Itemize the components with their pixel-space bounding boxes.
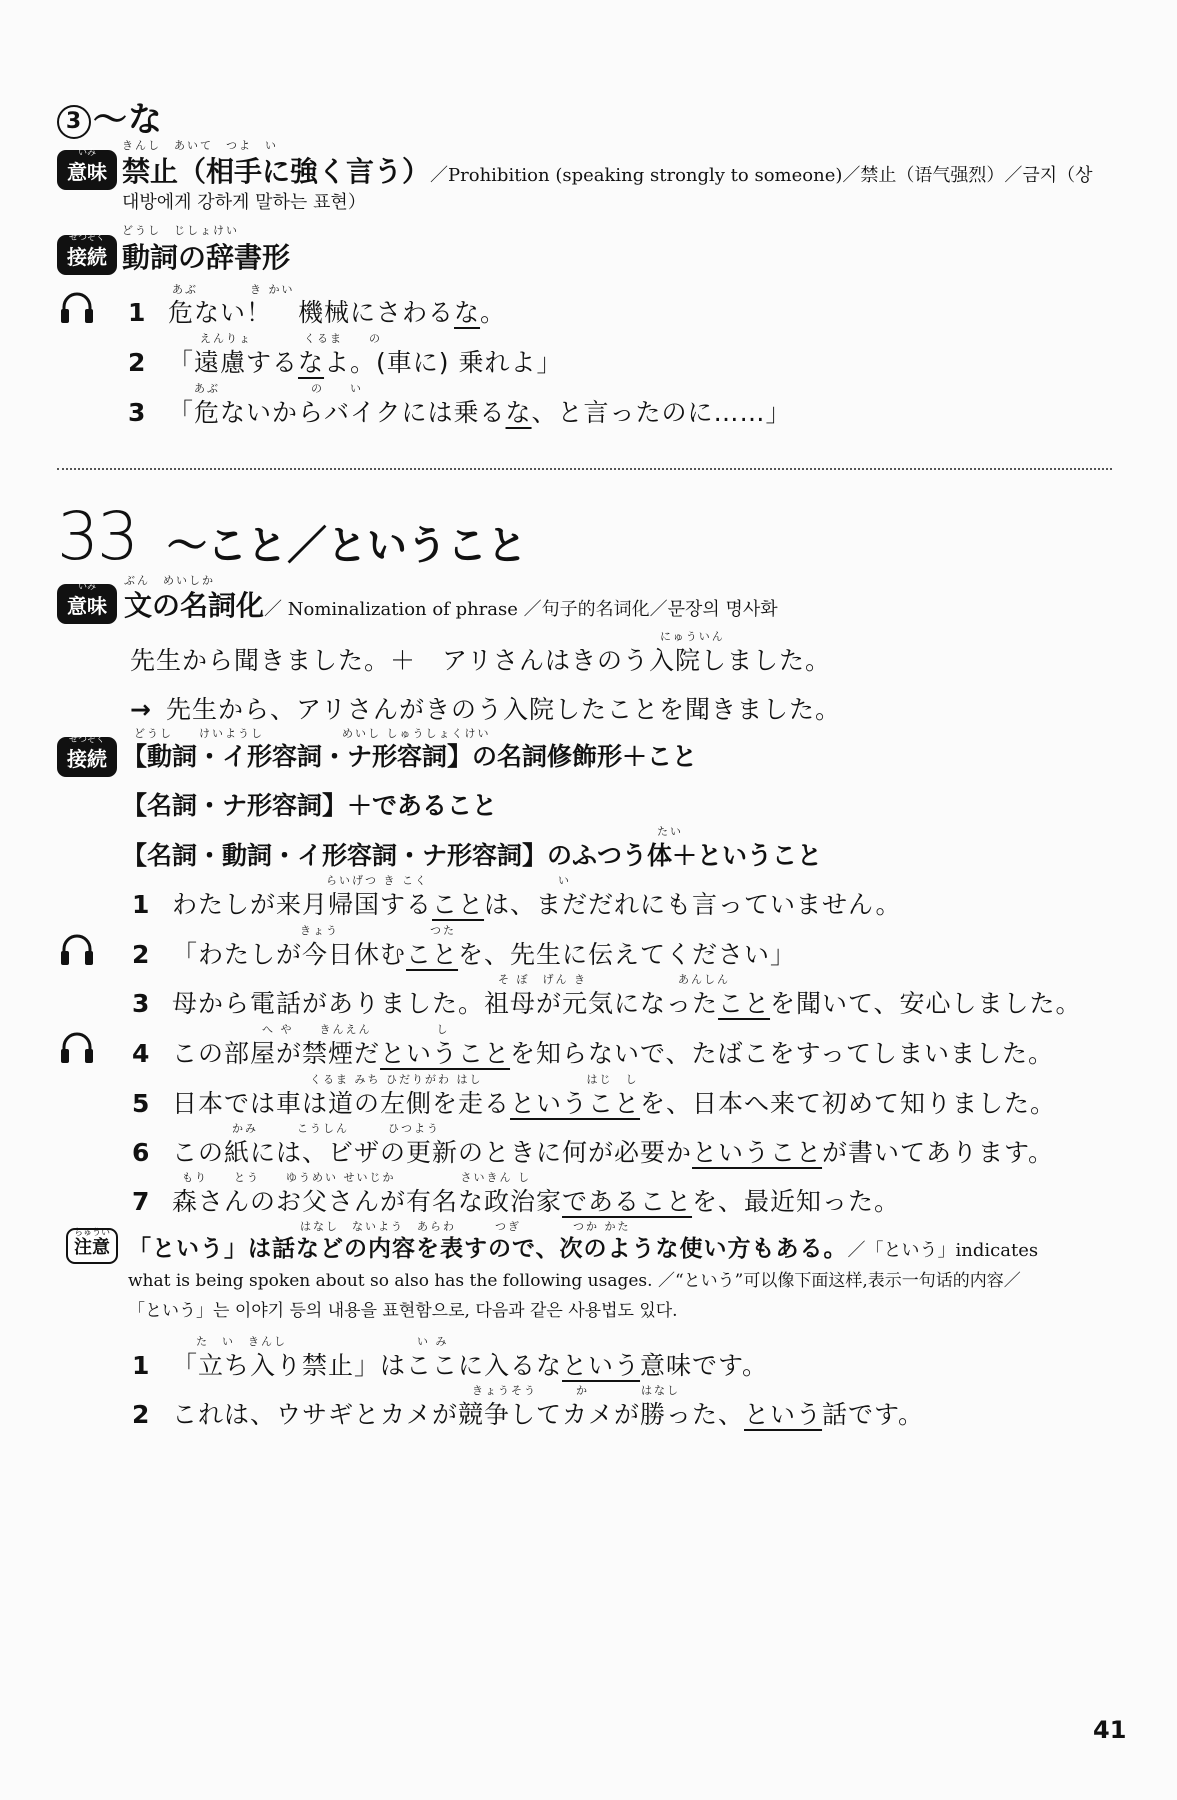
example-number: 1 [128,298,147,327]
meaning-translation: ／Prohibition (speaking strongly to someone)／禁止（语气强烈）／금지（상 [430,165,1093,186]
note-translation: 「という」는 이야기 등의 내용을 표현함으로, 다음과 같은 사용법도 있다. [128,1301,678,1321]
meaning-label: 文の名詞化 [124,589,265,622]
connection-label: 動詞の辞書形 [122,241,291,274]
example-ruby: あぶ の い [194,382,363,395]
connection-rule: 【名詞・ナ形容詞】＋であること [122,791,498,820]
example-ruby: きょう つた [300,924,456,937]
example-line: 1 「立ち入り禁止」はここに入るなという意味です。 [132,1351,769,1380]
example-ruby: かみ こうしん ひつよう [232,1122,440,1135]
meaning-label: 禁止（相手に強く言う） [122,155,431,188]
meaning-badge: いみ 意味 [57,584,117,624]
example-line: 1 危ない！ 機械にさわるな。 [128,298,507,327]
example-ruby: くるま みち ひだりがわ はし はじ し [310,1073,639,1086]
intro-result: → 先生から、アリさんがきのう入院したことを聞きました。 [130,695,841,724]
example-line: 4 この部屋が禁煙だということを知らないで、たばこをすってしまいました。 [132,1039,1055,1068]
example-ruby: もり とう ゆうめい せいじか さいきん し [182,1171,531,1184]
example-line: 2 「わたしが今日休むことを、先生に伝えてください」 [132,940,797,969]
meaning-badge: いみ 意味 [57,150,117,190]
note-ruby: はなし ないよう あらわ つぎ つか かた [300,1220,631,1233]
subsection-heading [57,92,163,141]
example-line: 3 母から電話がありました。祖母が元気になったことを聞いて、安心しました。 [132,989,1082,1018]
example-line: 2 「遠慮するなよ。(車に) 乗れよ」 [128,348,563,377]
note-translation: what is being spoken about so also has the following usages. ／“という”可以像下面这样,表示一句话的内容／ [128,1271,1021,1291]
section-heading [57,498,527,575]
connection-badge: せつぞく 接続 [57,737,117,777]
connection-label-ruby: どうし じしょけい [122,224,239,237]
page-number: 41 [1093,1716,1127,1744]
meaning-badge-text: 意味 [67,160,107,184]
meaning-translation: ／ Nominalization of phrase ／句子的名词化／문장의 명사화 [264,599,778,620]
note-badge-text: 注意 [74,1237,110,1258]
connection-ruby: たい [657,825,683,838]
connection-rule: 【動詞・イ形容詞・ナ形容詞】の名詞修飾形＋こと [122,742,698,771]
note-translation-inline: ／「という」indicates [847,1240,1039,1261]
example-line: 3 「危ないからバイクには乗るな、と言ったのに……」 [128,398,792,427]
section-number: 33 [57,498,137,575]
meaning-label-ruby: きんし あいて つよ い [122,139,278,152]
note-line [128,1230,1118,1263]
meaning-badge-text: 意味 [67,594,107,618]
example-ruby: らいげつ き こく い [326,874,571,887]
connection-badge-text: 接続 [67,747,107,771]
connection-rule: 【名詞・動詞・イ形容詞・ナ形容詞】のふつう体＋ということ [122,841,823,870]
section-title: ～こと／ということ [166,523,527,569]
headphones-icon [60,1030,94,1064]
example-ruby: あぶ き かい [172,283,295,296]
headphones-icon [60,932,94,966]
example-ruby: へ や きんえん し [262,1023,450,1036]
note-text: 「という」は話などの内容を表すので、次のような使い方もある。 [128,1236,848,1262]
example-line: 7 森さんのお父さんが有名な政治家であることを、最近知った。 [132,1187,901,1216]
intro-sentence: 先生から聞きました。＋ アリさんはきのう入院しました。 [130,646,832,675]
meaning-row [124,584,778,624]
example-ruby: そ ぼ げん き あんしん [498,973,730,986]
meaning-row [122,150,1112,190]
arrow-icon: → [130,695,152,724]
connection-ruby: どうし けいようし めいし しゅうしょくけい [134,727,491,740]
note-badge: ちゅうい 注意 [66,1228,118,1264]
circled-number: 3 [57,105,91,139]
example-ruby: きょうそう か はなし [472,1384,680,1397]
section-divider [57,468,1112,470]
headphones-icon [60,290,94,324]
example-line: 1 わたしが来月帰国することは、まだだれにも言っていません。 [132,890,902,919]
connection-badge-text: 接続 [67,245,107,269]
meaning-translation-cont: 대방에게 강하게 말하는 표현） [122,192,366,213]
example-line: 2 これは、ウサギとカメが競争してカメが勝った、という話です。 [132,1400,925,1429]
example-ruby: た い きんし い み [196,1335,449,1348]
connection-badge: せつぞく 接続 [57,235,117,275]
intro-ruby: にゅういん [660,630,725,643]
meaning-label-ruby: ぶん めいしか [124,574,215,587]
example-line: 6 この紙には、ビザの更新のときに何が必要かということが書いてあります。 [132,1138,1055,1167]
example-ruby: えんりょ くるま の [200,332,382,345]
subsection-title: ～な [93,100,163,140]
example-line: 5 日本では車は道の左側を走るということを、日本へ来て初めて知りました。 [132,1089,1057,1118]
